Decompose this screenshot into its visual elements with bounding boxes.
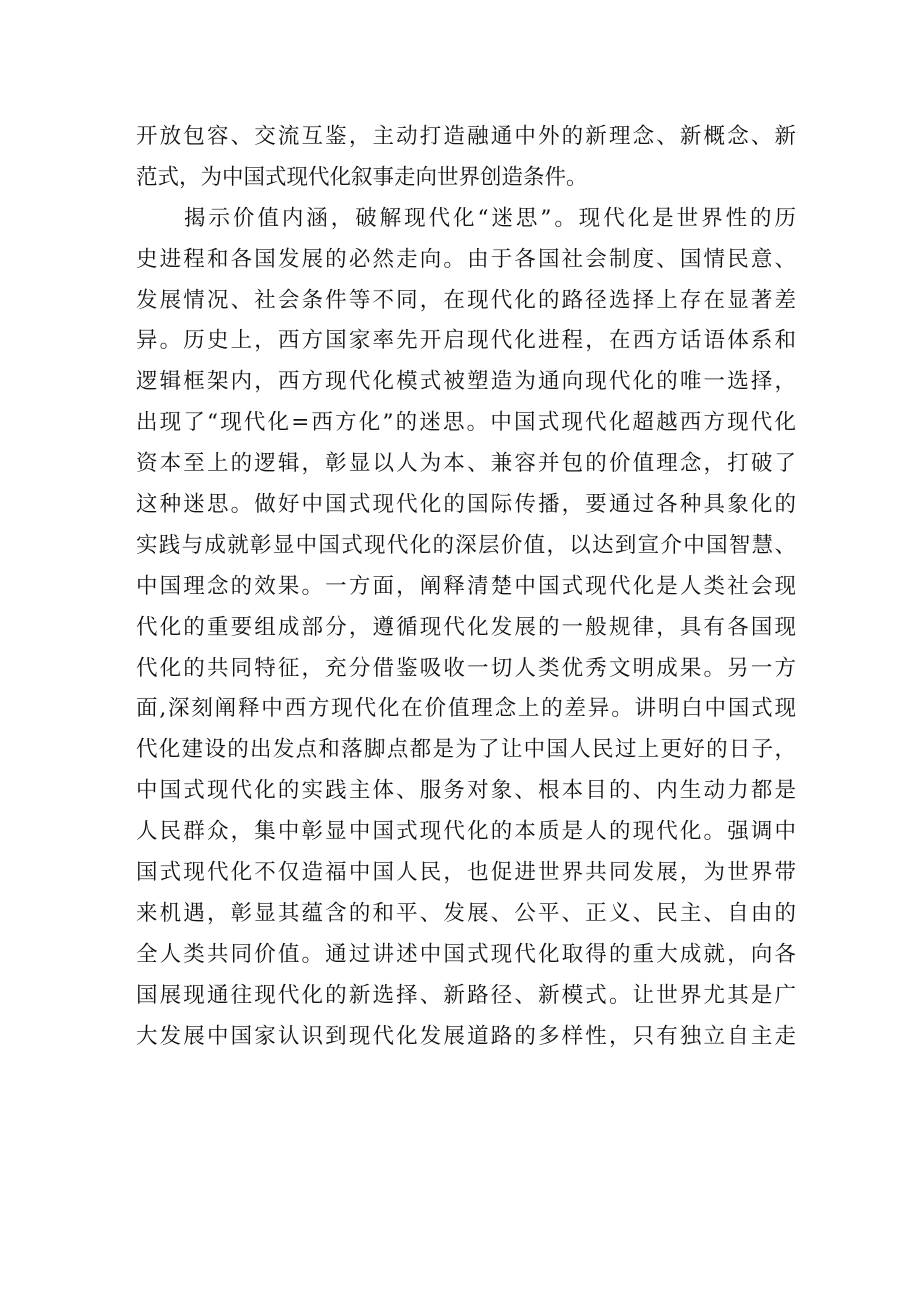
text-line: 出现了“现代化=西方化”的迷思。中国式现代化超越西方现代化 <box>136 410 796 436</box>
text-line: 逻辑框架内，西方现代化模式被塑造为通向现代化的唯一选择， <box>136 369 796 395</box>
text-line: 来机遇，彰显其蕴含的和平、发展、公平、正义、民主、自由的 <box>136 900 796 926</box>
text-line: 人民群众，集中彰显中国式现代化的本质是人的现代化。强调中 <box>136 819 796 845</box>
text-line: 开放包容、交流互鉴，主动打造融通中外的新理念、新概念、新 <box>136 124 796 149</box>
text-line: 这种迷思。做好中国式现代化的国际传播，要通过各种具象化的 <box>136 492 796 518</box>
paragraph-2 <box>136 199 796 1058</box>
text-line: 面,深刻阐释中西方现代化在价值理念上的差异。讲明白中国式现 <box>136 696 796 722</box>
paragraph-1 <box>136 117 796 199</box>
text-line: 全人类共同价值。通过讲述中国式现代化取得的重大成就，向各 <box>136 941 796 967</box>
text-line: 代化的重要组成部分，遵循现代化发展的一般规律，具有各国现 <box>136 614 796 640</box>
text-line: 揭示价值内涵，破解现代化“迷思”。现代化是世界性的历 <box>184 205 796 231</box>
text-line: 大发展中国家认识到现代化发展道路的多样性，只有独立自主走 <box>136 1023 796 1049</box>
text-line: 中国式现代化的实践主体、服务对象、根本目的、内生动力都是 <box>136 778 796 804</box>
text-line: 资本至上的逻辑，彰显以人为本、兼容并包的价值理念，打破了 <box>136 451 796 477</box>
text-line: 中国理念的效果。一方面，阐释清楚中国式现代化是人类社会现 <box>136 573 796 599</box>
text-line: 发展情况、社会条件等不同，在现代化的路径选择上存在显著差 <box>136 287 796 313</box>
body-text <box>136 117 796 1057</box>
text-line: 异。历史上，西方国家率先开启现代化进程，在西方话语体系和 <box>136 328 796 354</box>
text-line: 实践与成就彰显中国式现代化的深层价值，以达到宣介中国智慧、 <box>136 532 796 558</box>
text-line: 国式现代化不仅造福中国人民，也促进世界共同发展，为世界带 <box>136 860 796 886</box>
text-line: 代化的共同特征，充分借鉴吸收一切人类优秀文明成果。另一方 <box>136 655 796 681</box>
text-line: 范式，为中国式现代化叙事走向世界创造条件。 <box>136 164 588 190</box>
text-line: 史进程和各国发展的必然走向。由于各国社会制度、国情民意、 <box>136 246 796 272</box>
text-line: 国展现通往现代化的新选择、新路径、新模式。让世界尤其是广 <box>136 982 796 1008</box>
text-line: 代化建设的出发点和落脚点都是为了让中国人民过上更好的日子， <box>136 737 796 763</box>
